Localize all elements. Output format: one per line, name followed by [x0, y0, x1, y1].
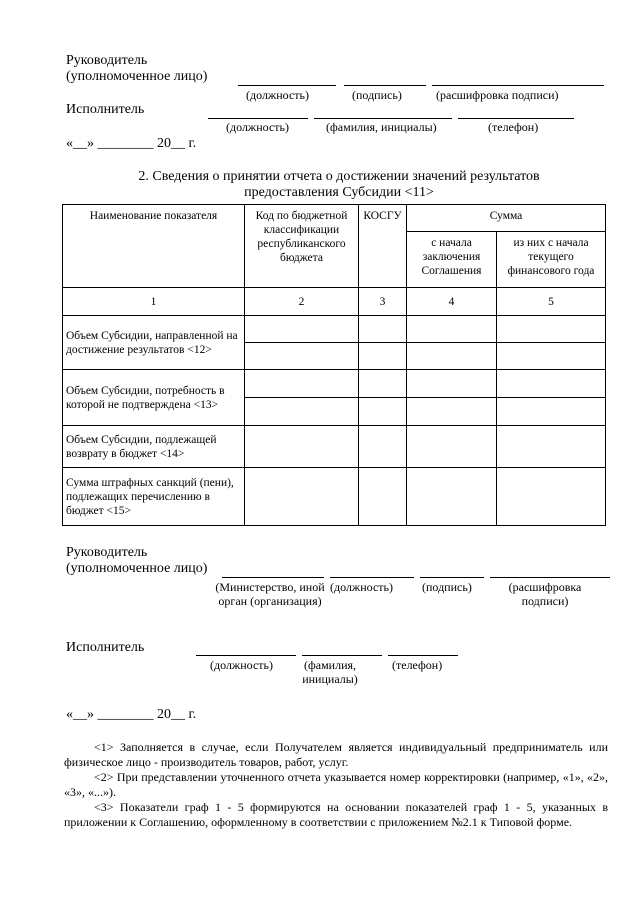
signature-line[interactable]	[344, 85, 426, 86]
signature-caption: (подпись)	[352, 88, 402, 102]
position-caption-2: (должность)	[330, 580, 393, 594]
table-cell[interactable]	[359, 370, 407, 398]
col-number: 4	[407, 288, 497, 316]
table-cell[interactable]	[359, 468, 407, 526]
exec-phone-line[interactable]	[458, 118, 574, 119]
table-cell[interactable]	[407, 370, 497, 398]
header-indicator: Наименование показателя	[63, 205, 245, 288]
date-line-2[interactable]: «__» ________ 20__ г.	[66, 707, 197, 722]
table-cell[interactable]	[407, 468, 497, 526]
exec-phone-line-2[interactable]	[388, 655, 458, 656]
executor-label-2: Исполнитель	[66, 640, 145, 655]
exec-name-caption-2: (фамилия, инициалы)	[302, 658, 358, 686]
table-cell[interactable]	[245, 343, 359, 370]
footnote: <3> Показатели граф 1 - 5 формируются на основании показателей граф 1 - 5, указанных в приложении к Соглашению, оформленному в соответствии с приложением №2.1 к Типовой форме.	[64, 800, 608, 829]
table-row-label: Объем Субсидии, потребность в которой не подтверждена <13>	[63, 370, 245, 426]
table-cell[interactable]	[407, 398, 497, 426]
head-sublabel-2: (уполномоченное лицо)	[66, 561, 208, 576]
exec-position-line[interactable]	[208, 118, 308, 119]
table-cell[interactable]	[497, 398, 606, 426]
table-cell[interactable]	[497, 426, 606, 468]
table-cell[interactable]	[359, 343, 407, 370]
table-cell[interactable]	[245, 316, 359, 343]
decoding-line[interactable]	[432, 85, 604, 86]
exec-position-line-2[interactable]	[196, 655, 296, 656]
decoding-caption-2: (расшифровка подписи)	[508, 580, 582, 608]
exec-name-line-2[interactable]	[302, 655, 382, 656]
exec-position-caption: (должность)	[226, 120, 289, 134]
position-caption: (должность)	[246, 88, 309, 102]
exec-phone-caption: (телефон)	[488, 120, 539, 134]
table-row-label: Объем Субсидии, направленной на достижение результатов <12>	[63, 316, 245, 370]
table-cell[interactable]	[245, 370, 359, 398]
table-cell[interactable]	[245, 426, 359, 468]
header-kosgu: КОСГУ	[359, 205, 407, 288]
exec-name-caption: (фамилия, инициалы)	[326, 120, 437, 134]
table-cell[interactable]	[245, 468, 359, 526]
table-row-label: Сумма штрафных санкций (пени), подлежащих перечислению в бюджет <15>	[63, 468, 245, 526]
header-since-agreement: с начала заключения Соглашения	[407, 232, 497, 288]
table-cell[interactable]	[497, 370, 606, 398]
table-cell[interactable]	[359, 398, 407, 426]
exec-name-line[interactable]	[314, 118, 452, 119]
date-line[interactable]: «__» ________ 20__ г.	[66, 136, 197, 151]
header-sum: Сумма	[407, 205, 606, 232]
signature-line-2[interactable]	[420, 577, 484, 578]
footnotes	[64, 740, 608, 830]
table-cell[interactable]	[497, 468, 606, 526]
signature-caption-2: (подпись)	[422, 580, 472, 594]
table-row-label: Объем Субсидии, подлежащей возврату в бюджет <14>	[63, 426, 245, 468]
position-line[interactable]	[238, 85, 336, 86]
table-cell[interactable]	[407, 343, 497, 370]
col-number: 1	[63, 288, 245, 316]
section-title-cont: предоставления Субсидии <11>	[244, 185, 434, 200]
exec-phone-caption-2: (телефон)	[392, 658, 443, 672]
head-label-2: Руководитель	[66, 545, 148, 560]
position-line-2[interactable]	[330, 577, 414, 578]
table-cell[interactable]	[407, 426, 497, 468]
decoding-line-2[interactable]	[490, 577, 610, 578]
ministry-line[interactable]	[222, 577, 324, 578]
footnote: <2> При представлении уточненного отчета указывается номер корректировки (например, «1», «2», «3», «...»).	[64, 770, 608, 799]
table-cell[interactable]	[245, 398, 359, 426]
exec-position-caption-2: (должность)	[210, 658, 273, 672]
ministry-caption: (Министерство, иной орган (организация)	[215, 580, 325, 608]
decoding-caption: (расшифровка подписи)	[436, 88, 559, 102]
table-cell[interactable]	[497, 316, 606, 343]
table-cell[interactable]	[497, 343, 606, 370]
header-code: Код по бюджетной классификации республиканского бюджета	[245, 205, 359, 288]
footnote: <1> Заполняется в случае, если Получателем является индивидуальный предприниматель или физическое лицо - производитель товаров, работ, услуг.	[64, 740, 608, 769]
col-number: 5	[497, 288, 606, 316]
header-since-year: из них с начала текущего финансового года	[497, 232, 606, 288]
table-cell[interactable]	[359, 316, 407, 343]
report-table	[62, 204, 606, 526]
executor-label: Исполнитель	[66, 102, 145, 117]
table-cell[interactable]	[359, 426, 407, 468]
col-number: 2	[245, 288, 359, 316]
table-cell[interactable]	[407, 316, 497, 343]
section-title: 2. Сведения о принятии отчета о достижении значений результатов	[138, 169, 540, 184]
col-number: 3	[359, 288, 407, 316]
head-label: Руководитель	[66, 53, 148, 68]
head-sublabel: (уполномоченное лицо)	[66, 69, 208, 84]
